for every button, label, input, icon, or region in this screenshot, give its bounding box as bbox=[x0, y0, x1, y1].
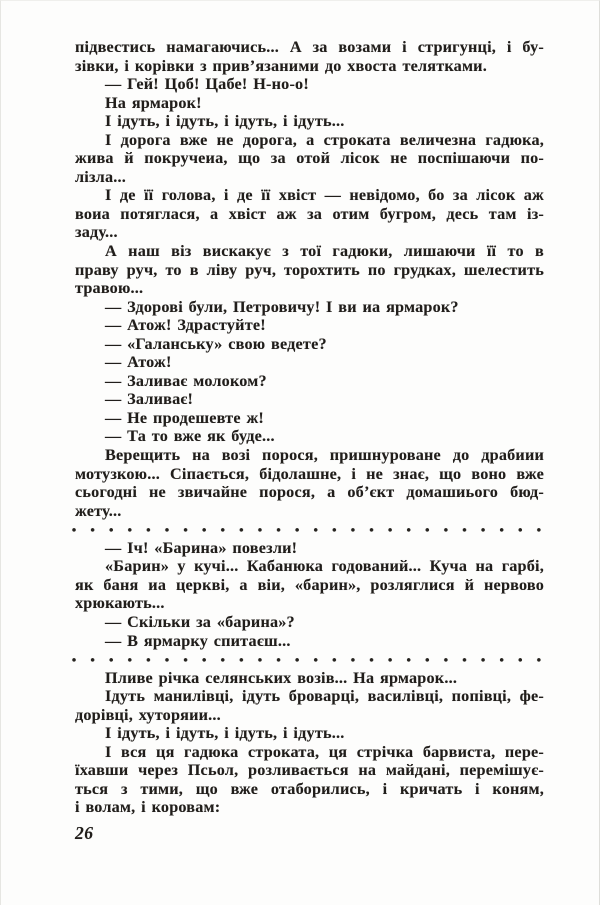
text-line: як баня иа церкві, а віи, «барин», розляглися й нервово bbox=[75, 575, 544, 594]
text-line: праву руч, то в ліву руч, торохтить по грудках, шелестить bbox=[75, 260, 544, 279]
text-line: травою... bbox=[75, 279, 144, 298]
text-line: ться з тими, що вже отаборились, і кричать і коням, bbox=[75, 779, 544, 798]
dialogue-line: — Не продешевте ж! bbox=[105, 408, 264, 427]
dotted-separator-rule bbox=[65, 520, 549, 539]
dialogue-line: — Гей! Цоб! Цабе! Н-но-о! bbox=[105, 75, 309, 94]
dialogue-line: — Атож! bbox=[105, 353, 172, 372]
text-line: підвестись намагаючись... А за возами і стригунці, і бу- bbox=[75, 38, 544, 56]
text-line: І де її голова, і де її хвіст — невідомо, бо за лісок аж bbox=[105, 186, 544, 205]
text-line: сьогодні не звичайне порося, а об’єкт домашиього бюд- bbox=[75, 483, 544, 502]
dialogue-line: — Скільки за «барина»? bbox=[105, 612, 295, 631]
text-line: І ідуть, і ідуть, і ідуть, і ідуть... bbox=[105, 724, 345, 743]
text-line: І дорога вже не дорога, а строката величезна гадюка, bbox=[105, 130, 544, 149]
text-line: «Барин» у кучі... Кабанюка годований... Куча на гарбі, bbox=[105, 557, 544, 576]
text-line: хрюкають... bbox=[75, 594, 165, 613]
dialogue-line: — В ярмарку спитаєш... bbox=[105, 631, 291, 650]
text-line: зівки, і корівки з прив’язаними до хвоста телятками. bbox=[75, 56, 487, 75]
dialogue-line: — Заливає! bbox=[105, 390, 194, 409]
text-line: А наш віз вискакує з тої гадюки, лишаючи її то в bbox=[105, 242, 544, 261]
text-line: Пливе річка селянських возів... На ярмарок... bbox=[105, 668, 458, 687]
text-line: і волам, і коровам: bbox=[75, 798, 221, 817]
text-line: заду... bbox=[75, 223, 118, 242]
text-line: дорівці, хуторяии... bbox=[75, 705, 221, 724]
text-line: воиа потяглася, а хвіст аж за отим бугром, десь там із- bbox=[75, 204, 544, 223]
dotted-separator-rule bbox=[65, 650, 549, 669]
page-number: 26 bbox=[75, 823, 94, 843]
text-line: Ідуть манилівці, ідуть броварці, василівці, попівці, фе- bbox=[105, 687, 544, 706]
page-text-block bbox=[75, 38, 544, 817]
text-line: На ярмарок! bbox=[105, 93, 202, 112]
dialogue-line: — Та то вже як буде... bbox=[105, 427, 275, 446]
text-line: мотузкою... Сіпається, бідолашне, і не знає, що воно вже bbox=[75, 464, 544, 483]
dialogue-line: — Заливає молоком? bbox=[105, 371, 267, 390]
text-line: жива й покручеиа, що за отой лісок не поспішаючи по- bbox=[75, 149, 544, 168]
dialogue-line: — «Галанську» свою ведете? bbox=[105, 334, 327, 353]
text-line: лізла... bbox=[75, 167, 127, 186]
text-line: Верещить на возі порося, пришнуроване до драбиии bbox=[105, 446, 544, 465]
dialogue-line: — Атож! Здрастуйте! bbox=[105, 316, 266, 335]
text-line: І вся ця гадюка строката, ця стрічка барвиста, пере- bbox=[105, 742, 544, 761]
dialogue-line: — Іч! «Барина» повезли! bbox=[105, 538, 298, 557]
text-line: їхавши через Псьол, розливається на майдані, перемішує- bbox=[75, 761, 544, 780]
text-line: жету... bbox=[75, 501, 122, 520]
text-line: І ідуть, і ідуть, і ідуть, і ідуть... bbox=[105, 112, 345, 131]
dialogue-line: — Здорові були, Петровичу! І ви иа ярмарок? bbox=[105, 297, 459, 316]
